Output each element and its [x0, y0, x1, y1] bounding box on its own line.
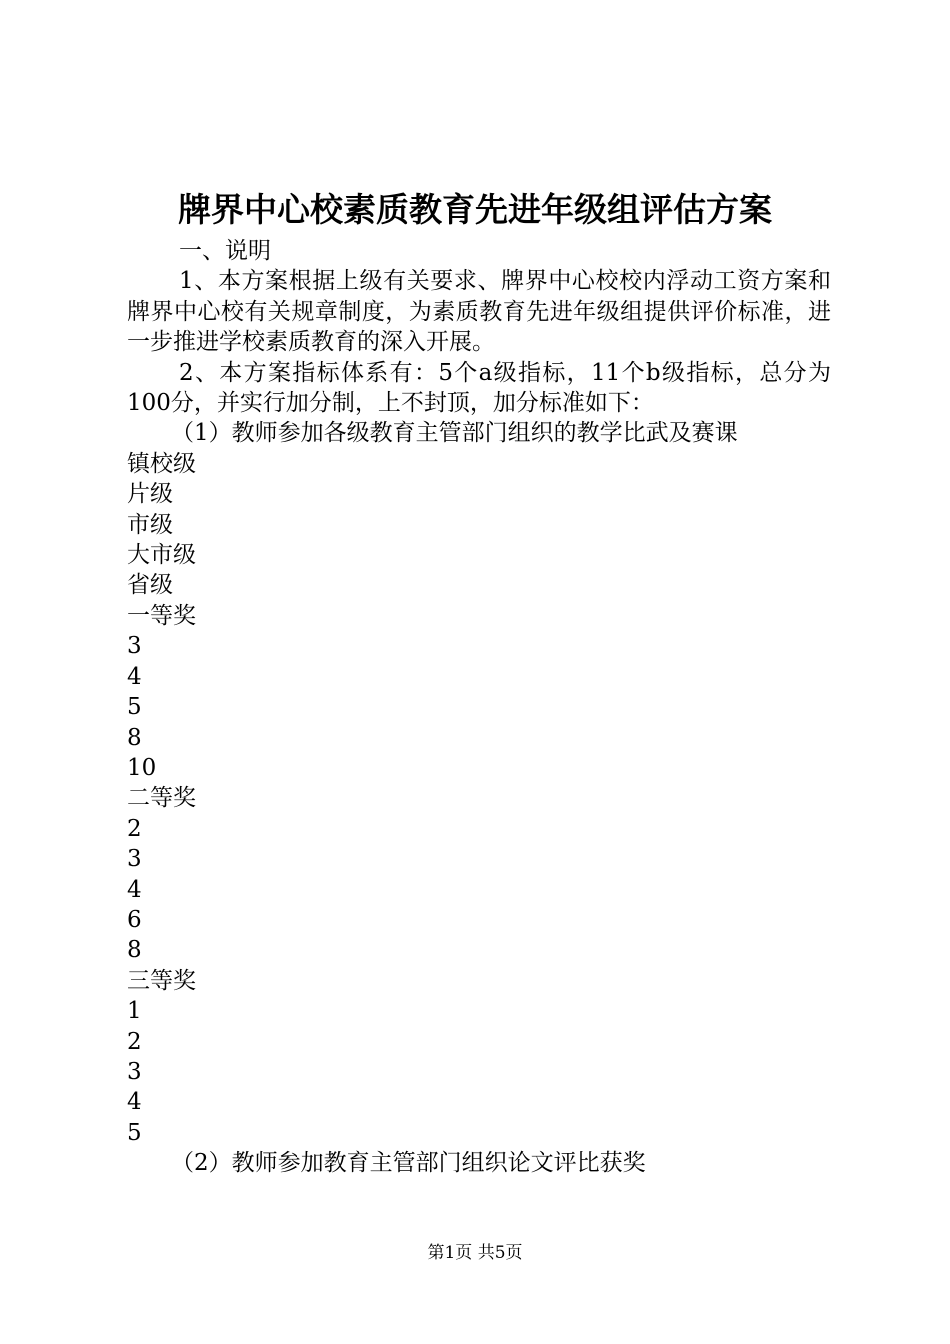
- item-1-heading: （1）教师参加各级教育主管部门组织的教学比武及赛课: [171, 420, 738, 447]
- list-line: 2: [127, 1028, 142, 1055]
- paragraph-1: 1、本方案根据上级有关要求、牌界中心校校内浮动工资方案和牌界中心校有关规章制度，为素质教育先进年级组提供评价标准，进一步推进学校素质教育的深入开展。: [127, 268, 831, 356]
- list-line: 10: [127, 754, 157, 781]
- list-line: 市级: [127, 511, 173, 538]
- document-body: [127, 236, 831, 1179]
- list-line: 二等奖: [127, 785, 196, 812]
- list-line: 1: [127, 998, 142, 1025]
- page-indicator: 第1页 共5页: [427, 1243, 523, 1263]
- list-line: 4: [127, 663, 142, 690]
- list-line: 5: [127, 694, 142, 721]
- item-2-heading: （2）教师参加教育主管部门组织论文评比获奖: [171, 1150, 646, 1177]
- list-line: 2: [127, 815, 142, 842]
- section-heading: 一、说明: [179, 238, 271, 264]
- list-line: 省级: [127, 572, 173, 599]
- list-line: 8: [127, 937, 142, 964]
- list-line: 8: [127, 724, 142, 751]
- list-line: 3: [127, 633, 142, 660]
- document-title: 牌界中心校素质教育先进年级组评估方案: [178, 190, 772, 229]
- list-line: 一等奖: [127, 602, 196, 629]
- list-line: 6: [127, 906, 142, 933]
- list-line: 4: [127, 1089, 142, 1116]
- list-line: 镇校级: [127, 450, 196, 477]
- list-line: 4: [127, 876, 142, 903]
- list-line: 3: [127, 1058, 142, 1085]
- list-line: 大市级: [127, 542, 196, 569]
- paragraph-2: 2、本方案指标体系有：5个a级指标，11个b级指标，总分为100分，并实行加分制，上不封顶，加分标准如下：: [127, 359, 831, 417]
- list-line: 片级: [127, 481, 173, 508]
- list-line: 三等奖: [127, 967, 196, 994]
- list-line: 5: [127, 1119, 142, 1146]
- list-line: 3: [127, 846, 142, 873]
